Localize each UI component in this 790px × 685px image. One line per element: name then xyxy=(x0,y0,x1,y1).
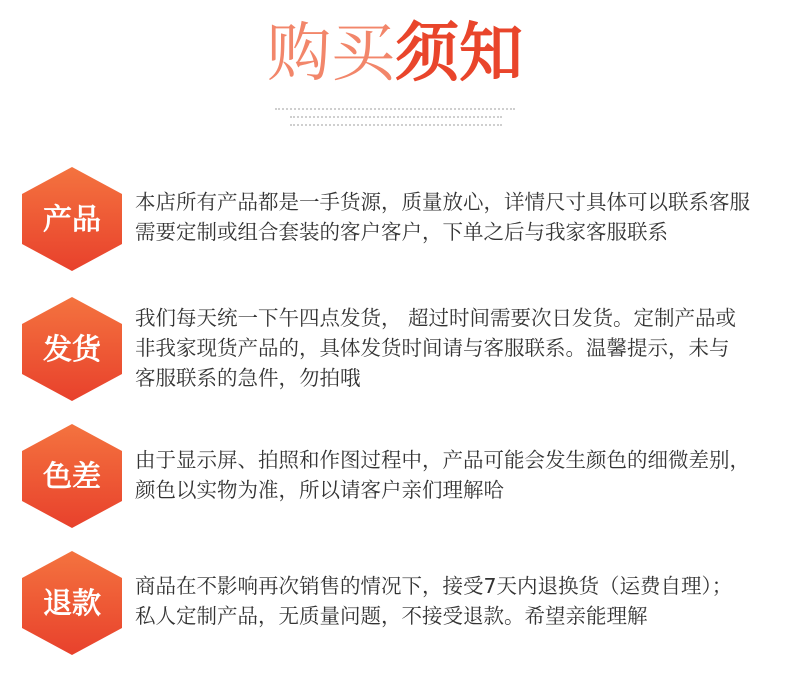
page-title xyxy=(0,12,790,96)
title-part-light: 购买 xyxy=(267,17,395,91)
section-text-shipping xyxy=(135,303,775,393)
section-text-refund xyxy=(135,571,775,631)
section-tag: 退款 xyxy=(42,586,101,620)
text-line: 商品在不影响再次销售的情况下，接受7天内退换货（运费自理）； xyxy=(135,574,733,598)
hexagon-badge-product xyxy=(22,167,122,271)
section-tag: 产品 xyxy=(42,202,101,236)
decorative-subtitle-lines xyxy=(0,106,790,130)
text-line: 私人定制产品，无质量问题，不接受退款。希望亲能理解 xyxy=(135,604,648,628)
decorative-line xyxy=(290,124,502,126)
text-line: 需要定制或组合套装的客户客户，下单之后与我家客服联系 xyxy=(135,220,668,244)
text-line: 由于显示屏、拍照和作图过程中，产品可能会发生颜色的细微差别， xyxy=(135,448,750,472)
section-tag: 发货 xyxy=(42,332,101,366)
hexagon-badge-color-difference xyxy=(22,424,122,528)
section-text-color-difference xyxy=(135,445,775,505)
text-line: 客服联系的急件，勿拍哦 xyxy=(135,366,361,390)
section-tag: 色差 xyxy=(42,459,101,493)
title-part-bold: 须知 xyxy=(395,17,523,91)
decorative-line xyxy=(290,116,502,118)
text-line: 颜色以实物为准，所以请客户亲们理解哈 xyxy=(135,478,504,502)
hexagon-badge-refund xyxy=(22,551,122,655)
text-line: 我们每天统一下午四点发货， 超过时间需要次日发货。定制产品或 xyxy=(135,306,737,330)
decorative-line xyxy=(275,108,515,110)
hexagon-badge-shipping xyxy=(22,297,122,401)
section-text-product xyxy=(135,187,775,247)
text-line: 非我家现货产品的，具体发货时间请与客服联系。温馨提示，未与 xyxy=(135,336,730,360)
text-line: 本店所有产品都是一手货源，质量放心，详情尺寸具体可以联系客服 xyxy=(135,190,750,214)
